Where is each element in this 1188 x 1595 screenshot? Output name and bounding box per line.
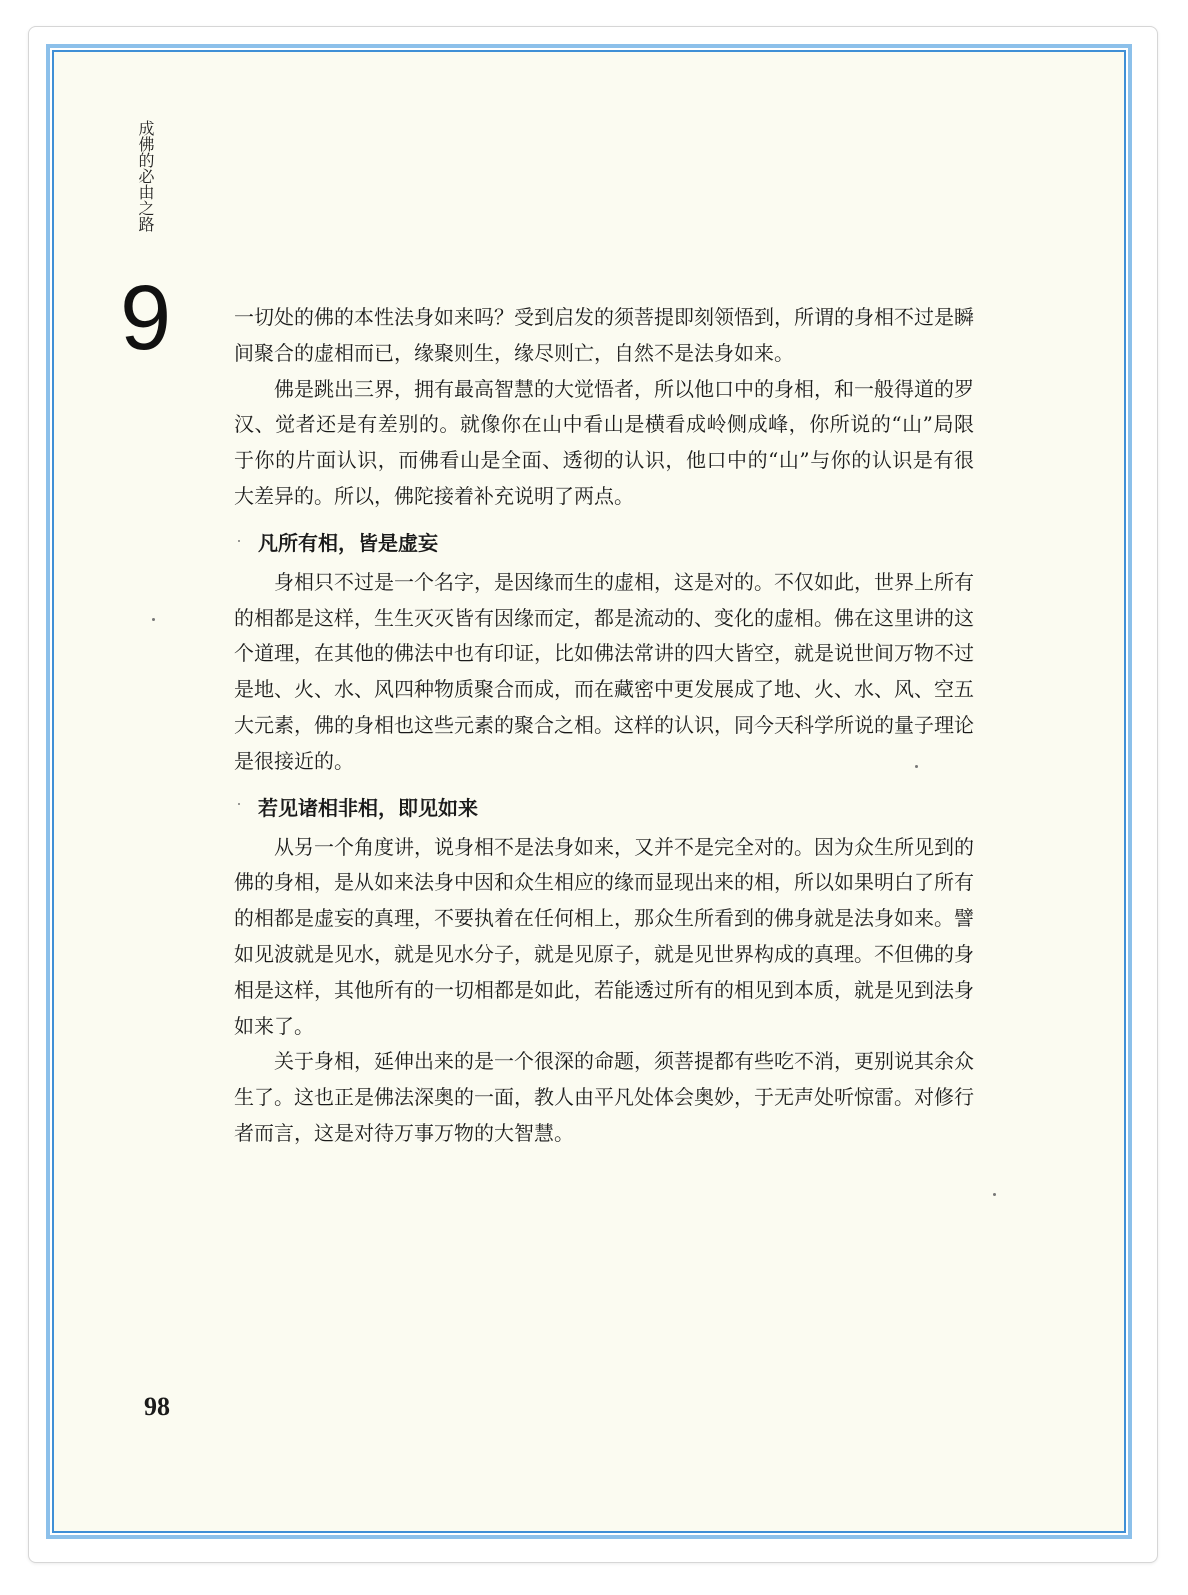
scan-speck bbox=[993, 1193, 996, 1196]
paragraph: 身相只不过是一个名字，是因缘而生的虚相，这是对的。不仅如此，世界上所有的相都是这样，生生灭灭皆有因缘而定，都是流动的、变化的虚相。佛在这里讲的这个道理，在其他的佛法中也有印证，比如佛法常讲的四大皆空，就是说世间万物不过是地、火、水、风四种物质聚合而成，而在藏密中更发展成了地、火、水、风、空五大元素，佛的身相也这些元素的聚合之相。这样的认识，同今天科学所说的量子理论是很接近的。 bbox=[234, 569, 974, 773]
paragraph: 关于身相，延伸出来的是一个很深的命题，须菩提都有些吃不消，更别说其余众生了。这也正是佛法深奥的一面，教人由平凡处体会奥妙，于无声处听惊雷。对修行者而言，这是对待万事万物的大智慧。 bbox=[234, 1049, 974, 1145]
paragraph: 佛是跳出三界，拥有最高智慧的大觉悟者，所以他口中的身相，和一般得道的罗汉、觉者还是有差别的。就像你在山中看山是横看成岭侧成峰，你所说的“山”局限于你的片面认识，而佛看山是全面、透彻的认识，他口中的“山”与你的认识是有很大差异的。所以，佛陀接着补充说明了两点。 bbox=[234, 376, 974, 508]
paragraph: 从另一个角度讲，说身相不是法身如来，又并不是完全对的。因为众生所见到的佛的身相，是从如来法身中因和众生相应的缘而显现出来的相，所以如果明白了所有的相都是虚妄的真理，不要执着在任何相上，那众生所看到的佛身就是法身如来。譬如见波就是见水，就是见水分子，就是见原子，就是见世界构成的真理。不但佛的身相是这样，其他所有的一切相都是如此，若能透过所有的相见到本质，就是见到法身如来了。 bbox=[234, 834, 974, 1038]
scan-speck bbox=[152, 618, 155, 621]
running-head: 成佛的必由之路 bbox=[136, 120, 155, 232]
section-heading: 凡所有相，皆是虚妄 bbox=[258, 530, 438, 555]
page-body bbox=[234, 300, 974, 1152]
scan-speck bbox=[915, 765, 918, 768]
scan-speck bbox=[238, 540, 240, 542]
page-number: 98 bbox=[144, 1392, 170, 1421]
paragraph: 一切处的佛的本性法身如来吗？受到启发的须菩提即刻领悟到，所谓的身相不过是瞬间聚合的虚相而已，缘聚则生，缘尽则亡，自然不是法身如来。 bbox=[234, 305, 974, 365]
chapter-number: 9 bbox=[120, 267, 172, 369]
scan-speck bbox=[238, 803, 240, 805]
section-heading: 若见诸相非相，即见如来 bbox=[258, 795, 478, 820]
